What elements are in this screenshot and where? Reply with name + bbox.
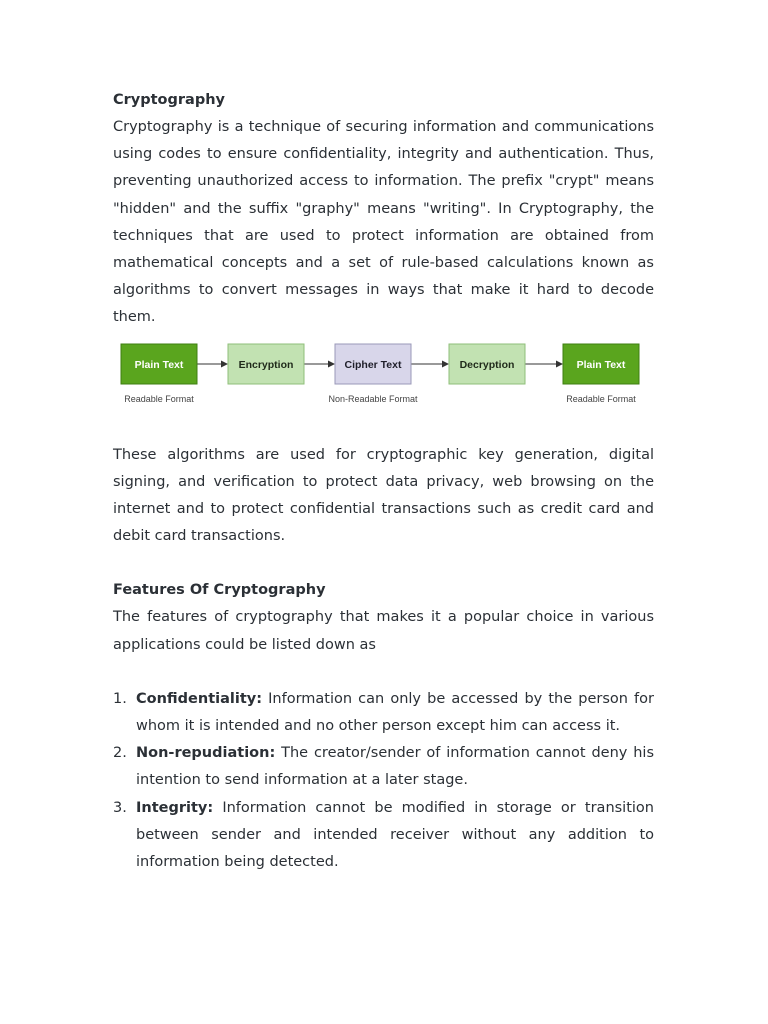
feature-description: Information cannot be modified in storage or transition between sender and intended receiver without any addition to information being detected. bbox=[136, 799, 654, 871]
flow-box-label-3: Cipher Text bbox=[344, 358, 402, 371]
feature-number: 3. bbox=[113, 799, 127, 816]
cryptography-flow-diagram bbox=[113, 332, 654, 442]
feature-number: 1. bbox=[113, 690, 127, 707]
features-list bbox=[113, 686, 654, 876]
flow-caption-3: Readable Format bbox=[566, 393, 636, 404]
flow-diagram-svg bbox=[113, 332, 654, 442]
feature-term: Integrity: bbox=[136, 799, 214, 816]
flow-caption-1: Readable Format bbox=[124, 393, 194, 404]
feature-item bbox=[113, 795, 654, 877]
feature-item bbox=[113, 740, 654, 794]
features-heading: Features Of Cryptography bbox=[113, 582, 326, 599]
algorithms-paragraph: These algorithms are used for cryptographic key generation, digital signing, and verification to protect data privacy, web browsing on the internet and to protect confidential transactions such as credit card and debit card transactions. bbox=[113, 446, 654, 545]
intro-paragraph: Cryptography is a technique of securing information and communications using codes to ensure confidentiality, integrity and authentication. Thus, preventing unauthorized access to information. The prefix "crypt" means "hidden" and the suffix "graphy" means "writing". In Cryptography, the techniques that are used to protect information are obtained from mathematical concepts and a set of rule-based calculations known as algorithms to convert messages in ways that make it hard to decode them. bbox=[113, 119, 654, 326]
flow-captions bbox=[124, 394, 636, 404]
flow-box-label-4: Decryption bbox=[459, 358, 515, 371]
spacer bbox=[113, 550, 654, 577]
page-title: Cryptography bbox=[113, 92, 225, 108]
feature-description: The creator/sender of information cannot deny his intention to send information at a later stage. bbox=[136, 745, 654, 789]
flow-caption-2: Non-Readable Format bbox=[328, 393, 418, 404]
features-intro: The features of cryptography that makes it a popular choice in various applications could be listed down as bbox=[113, 609, 654, 653]
feature-description: Information can only be accessed by the person for whom it is intended and no other person except him can access it. bbox=[136, 690, 654, 735]
spacer bbox=[113, 659, 654, 686]
document-page bbox=[113, 87, 654, 876]
flow-box-label-1: Plain Text bbox=[134, 358, 184, 371]
feature-item bbox=[113, 686, 654, 740]
feature-number: 2. bbox=[113, 745, 127, 762]
feature-term: Non-repudiation: bbox=[136, 745, 276, 762]
flow-box-label-5: Plain Text bbox=[576, 358, 626, 371]
feature-term: Confidentiality: bbox=[136, 690, 263, 707]
flow-box-label-2: Encryption bbox=[238, 358, 294, 371]
